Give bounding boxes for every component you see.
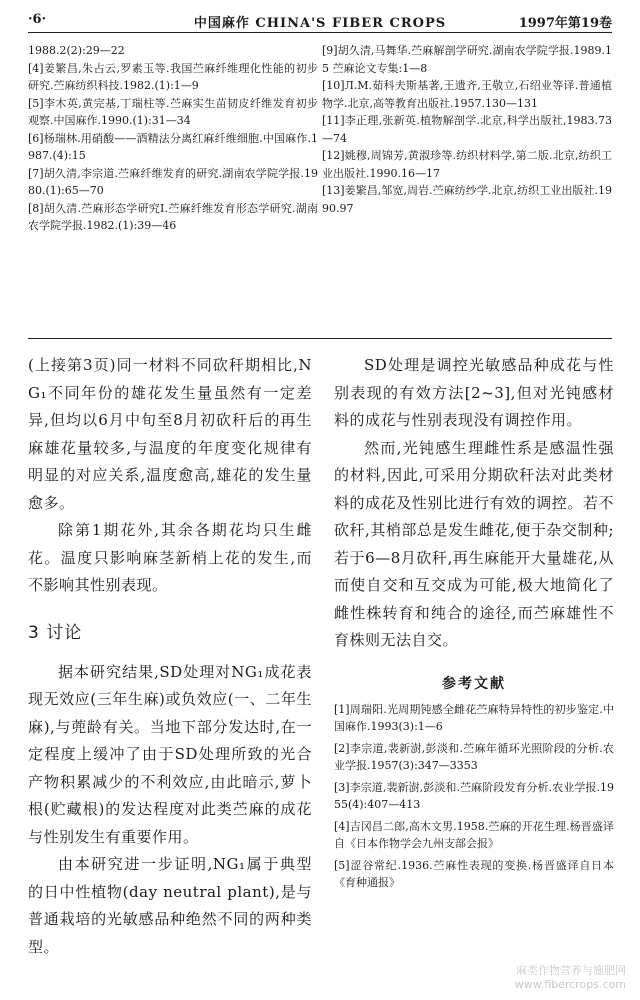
body-paragraph: (上接第3页)同一材料不同砍秆期相比,NG₁不同年份的雄花发生量虽然有一定差异,但均以6月中旬至8月初砍秆后的再生麻雄花量较多,与温度的年度变化规律有明显的对应关系,温度愈高,雄花的发生量愈多。 [28, 356, 312, 512]
body-paragraph: 除第1期花外,其余各期花均只生雌花。温度只影响麻茎新梢上花的发生,而不影响其性别表现。 [28, 521, 312, 594]
year-volume: 1997年第19卷 [518, 16, 612, 31]
body-column-left [28, 352, 312, 961]
reference-item: [11]李正理,张新英.植物解剖学.北京,科学出版社,1983.73—74 [322, 114, 612, 145]
reference-item: [13]姜繁昌,邹宽,周岩.苎麻纺纱学.北京,纺织工业出版社.1990.97 [322, 184, 612, 215]
section-divider [28, 338, 612, 339]
reference-item: [4]吉冈昌二郎,高木文男.1958.苎麻的开花生理.杨晋盛译自《日本作物学会九州支部会报》 [334, 819, 614, 850]
reference-item: [10]Л.М.茹科夫斯基著,王遗齐,王敬立,石绍业等译.普通植物学.北京,高等教育出版社.1957.130—131 [322, 79, 612, 110]
reference-item: [9]胡久清,马舞华.苎麻解剖学研究.湖南农学院学报.1989.15 苎麻论文专集:1—8 [322, 44, 612, 75]
site-watermark [515, 964, 626, 992]
reference-item: [6]杨瑞林.用硝酸——酒精法分离红麻纤维细胞.中国麻作.1987.(4):15 [28, 131, 318, 162]
watermark-url: www.fibercrops.com [514, 978, 626, 991]
previous-article-references [28, 42, 612, 235]
body-paragraph: 然而,光钝感生理雌性系是感温性强的材料,因此,可采用分期砍秆法对此类材料的成花及性别比进行有效的调控。若不砍秆,其梢部总是发生雌花,便于杂交制种;若于6—8月砍秆,再生麻能开大量雄花,从而使自交和互交成为可能,极大地简化了雌性株转育和纯合的途径,而苎麻雄性不育株则无法自交。 [334, 438, 614, 649]
references-column-right [322, 42, 612, 235]
reference-item: [8]胡久清.苎麻形态学研究Ⅰ.苎麻纤维发育形态学研究.湖南农学院学报.1982.(1):39—46 [28, 201, 318, 232]
page-number: ·6· [28, 12, 47, 27]
references-heading: 参考文献 [442, 675, 506, 692]
reference-item: 1988.2(2):29—22 [28, 44, 125, 57]
body-paragraph: 据本研究结果,SD处理对NG₁成花表现无效应(三年生麻)或负效应(一、二年生麻),与蔸龄有关。当地下部分发达时,在一定程度上缓冲了由于SD处理所致的光合产物积累减少的不利效应,由此暗示,萝卜根(贮藏根)的发达程度对此类苎麻的成花与性别发生有重要作用。 [28, 662, 312, 846]
journal-title: 中国麻作 CHINA'S FIBER CROPS [193, 16, 447, 31]
reference-item: [3]李宗道,裴新澍,彭淡和.苎麻阶段发育分析.农业学报.1955(4):407—413 [334, 780, 614, 811]
reference-item: [12]姚穆,周锦芳,黄淑珍等.纺织材料学,第二版.北京,纺织工业出版社.1990.16—17 [322, 149, 612, 180]
reference-item: [4]姜繁昌,朱占云,罗素玉等.我国苎麻纤维理化性能的初步研究.苎麻纺织科技.1982.(1):1—9 [28, 61, 318, 92]
body-paragraph: SD处理是调控光敏感品种成花与性别表现的有效方法[2~3],但对光钝感材料的成花与性别表现没有调控作用。 [334, 356, 614, 429]
reference-item: [2]李宗道,裴新澍,彭淡和.苎麻年循环光照阶段的分析.农业学报.1957(3):347—3353 [334, 741, 614, 772]
references-column-left [28, 42, 318, 235]
body-paragraph: 由本研究进一步证明,NG₁属于典型的日中性植物(day neutral plant),是与普通栽培的光敏感品种绝然不同的两种类型。 [28, 855, 312, 956]
body-column-right [334, 352, 614, 896]
running-header [28, 10, 612, 33]
section-heading: 3 讨论 [28, 622, 83, 643]
watermark-name: 麻类作物营养与施肥网 [516, 964, 626, 977]
reference-item: [1]周瑞阳.光周期钝感全雌花苎麻特异特性的初步鉴定.中国麻作.1993(3):1—6 [334, 702, 614, 733]
reference-item: [7]胡久清,李宗道.苎麻纤维发育的研究.湖南农学院学报.1980.(1):65—70 [28, 166, 318, 197]
reference-item: [5]涩谷常纪.1936.苎麻性表现的变换.杨晋盛译自日本《育种通报》 [334, 858, 614, 889]
reference-item: [5]李木英,黄完基,丁瑞柱等.苎麻实生苗韧皮纤维发育初步观察.中国麻作.1990.(1):31—34 [28, 96, 318, 127]
